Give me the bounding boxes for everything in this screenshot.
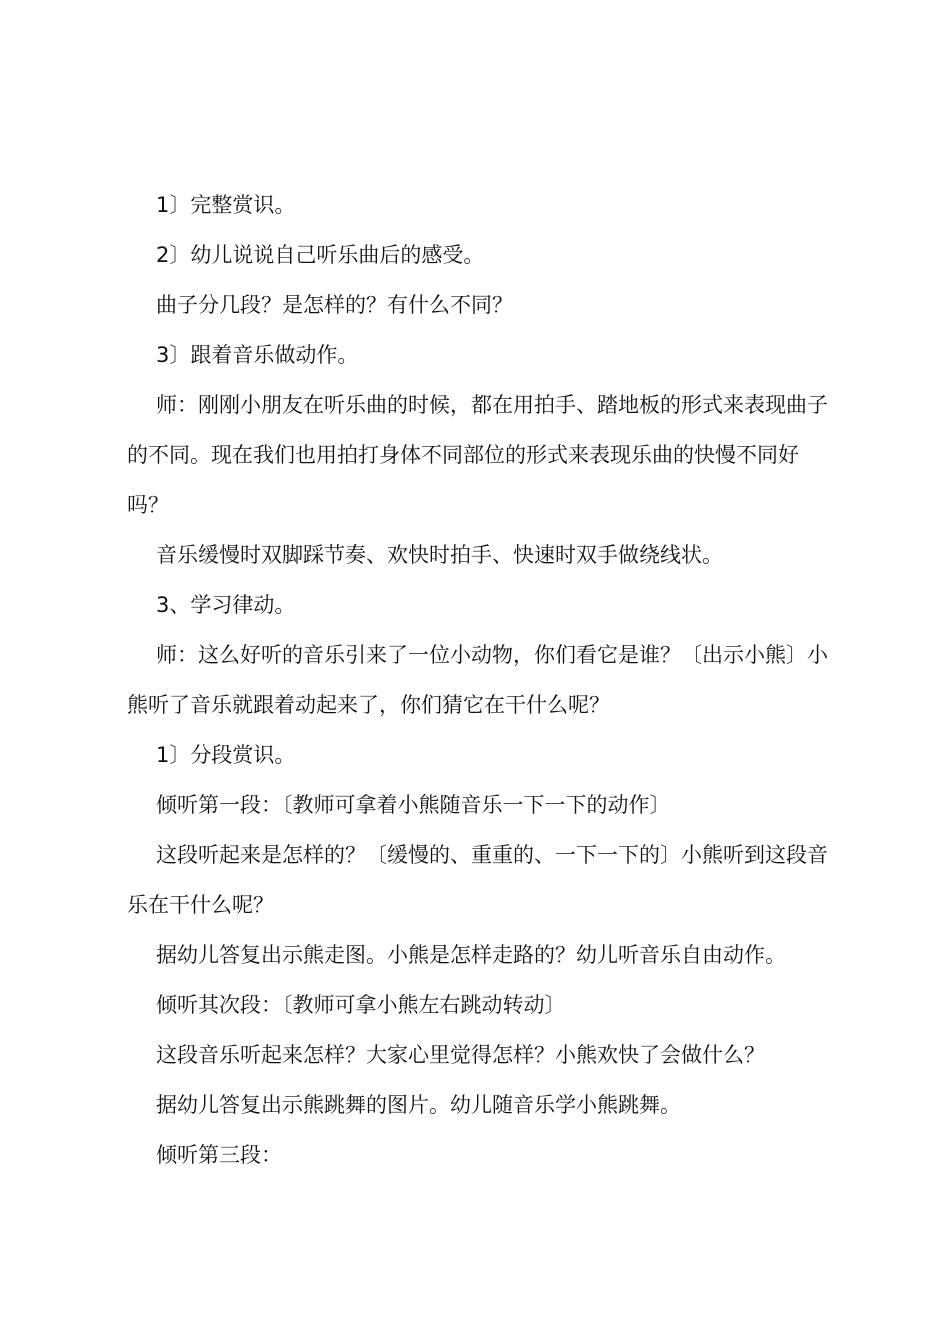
paragraph: 倾听第一段：〔教师可拿着小熊随音乐一下一下的动作〕 <box>156 793 671 817</box>
paragraph: 倾听第三段： <box>156 1143 282 1167</box>
paragraph: 这段听起来是怎样的？〔缓慢的、重重的、一下一下的〕小熊听到这段音乐在干什么呢？ <box>127 843 828 917</box>
paragraph: 3、学习律动。 <box>156 593 296 617</box>
paragraph: 师：这么好听的音乐引来了一位小动物，你们看它是谁？〔出示小熊〕小熊听了音乐就跟着动起来了，你们猜它在干什么呢？ <box>127 643 828 717</box>
paragraph: 师：刚刚小朋友在听乐曲的时候，都在用拍手、踏地板的形式来表现曲子的不同。现在我们也用拍打身体不同部位的形式来表现乐曲的快慢不同好吗？ <box>127 393 828 517</box>
paragraph: 1〕分段赏识。 <box>156 743 296 767</box>
paragraph: 这段音乐听起来怎样？大家心里觉得怎样？小熊欢快了会做什么？ <box>156 1043 765 1067</box>
paragraph: 3〕跟着音乐做动作。 <box>156 343 359 367</box>
paragraph: 据幼儿答复出示熊跳舞的图片。幼儿随音乐学小熊跳舞。 <box>156 1093 681 1117</box>
paragraph: 倾听其次段：〔教师可拿小熊左右跳动转动〕 <box>156 993 566 1017</box>
document-body <box>127 180 837 1180</box>
paragraph: 2〕幼儿说说自己听乐曲后的感受。 <box>156 243 485 267</box>
paragraph: 据幼儿答复出示熊走图。小熊是怎样走路的？幼儿听音乐自由动作。 <box>156 943 786 967</box>
paragraph: 1〕完整赏识。 <box>156 193 296 217</box>
paragraph: 音乐缓慢时双脚踩节奏、欢快时拍手、快速时双手做绕线状。 <box>156 543 723 567</box>
paragraph: 曲子分几段？是怎样的？有什么不同？ <box>156 293 513 317</box>
